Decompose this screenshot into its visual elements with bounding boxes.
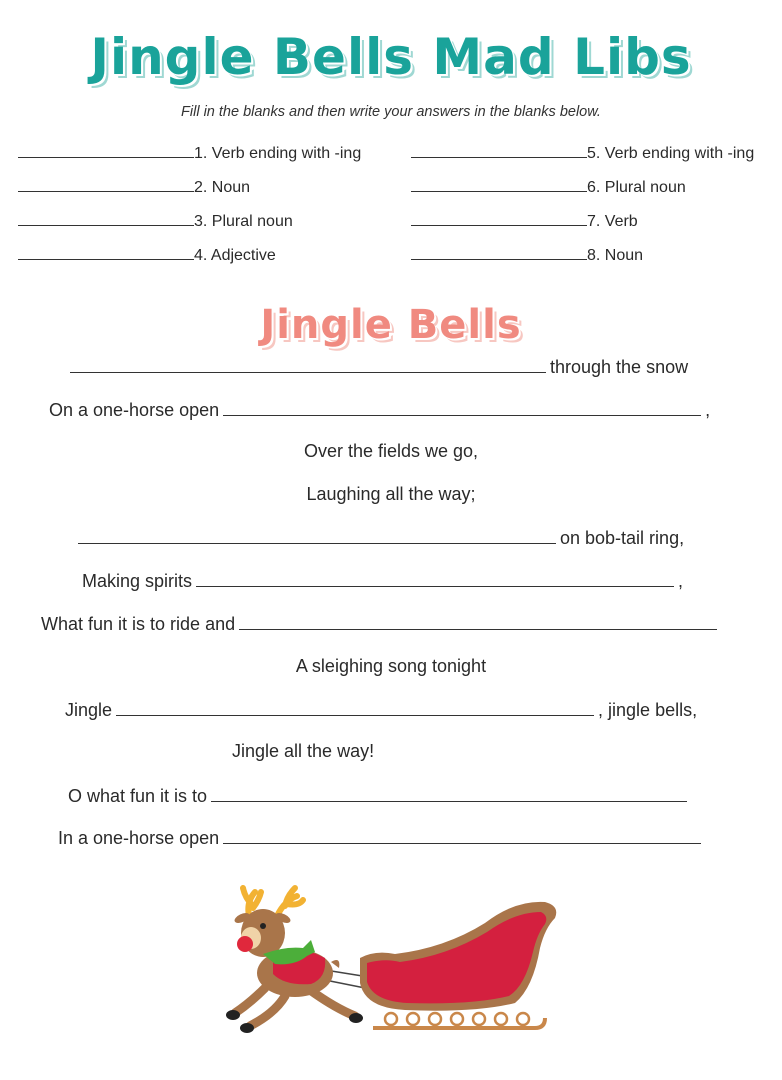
blank-label: 3. Plural noun <box>194 213 293 230</box>
line-text: In a one-horse open <box>58 828 220 848</box>
answer-line[interactable] <box>18 143 194 158</box>
song-line-9 <box>65 699 697 721</box>
reindeer-sleigh-illustration <box>215 878 560 1038</box>
line-text: What fun it is to ride and <box>41 614 236 634</box>
song-line-6 <box>82 570 683 592</box>
reindeer <box>226 888 363 1033</box>
song-line-1 <box>70 356 688 378</box>
sleigh-body <box>360 902 556 1011</box>
page-title: Jingle Bells Mad Libs <box>90 28 692 86</box>
blank-1[interactable] <box>18 143 361 163</box>
blank-8[interactable] <box>411 245 643 265</box>
fill-blank[interactable] <box>211 785 687 802</box>
line-text: through the snow <box>550 357 689 377</box>
fill-blank[interactable] <box>223 399 701 416</box>
blank-label: 8. Noun <box>587 247 644 264</box>
fill-blank[interactable] <box>116 699 594 716</box>
fill-blank[interactable] <box>70 356 546 373</box>
blank-2[interactable] <box>18 177 250 197</box>
answer-line[interactable] <box>18 245 194 260</box>
line-text: , <box>705 400 711 420</box>
fill-blank[interactable] <box>239 613 717 630</box>
blank-7[interactable] <box>411 211 638 231</box>
line-text: Making spirits <box>82 571 193 591</box>
song-line-12 <box>58 827 705 849</box>
blank-label: 1. Verb ending with -ing <box>194 145 362 162</box>
song-line-7 <box>41 613 721 635</box>
song-line-4: Laughing all the way; <box>306 484 476 504</box>
song-line-11 <box>68 785 691 807</box>
song-line-10: Jingle all the way! <box>232 741 375 761</box>
blank-5[interactable] <box>411 143 754 163</box>
song-title: Jingle Bells <box>260 302 522 348</box>
answer-line[interactable] <box>411 211 587 226</box>
song-line-2 <box>49 399 710 421</box>
blank-6[interactable] <box>411 177 686 197</box>
blank-4[interactable] <box>18 245 276 265</box>
line-text: On a one-horse open <box>49 400 220 420</box>
instructions: Fill in the blanks and then write your answers in the blanks below. <box>181 104 601 120</box>
fill-blank[interactable] <box>78 527 556 544</box>
blank-label: 5. Verb ending with -ing <box>587 145 755 162</box>
line-text: on bob-tail ring, <box>560 528 685 548</box>
line-text: , jingle bells, <box>598 700 698 720</box>
answer-line[interactable] <box>411 143 587 158</box>
fill-blank[interactable] <box>223 827 701 844</box>
blank-label: 6. Plural noun <box>587 179 686 196</box>
song-line-5 <box>78 527 684 549</box>
sleigh-runner <box>373 1013 545 1028</box>
fill-blank[interactable] <box>196 570 674 587</box>
song-line-8: A sleighing song tonight <box>295 656 487 676</box>
blank-3[interactable] <box>18 211 293 231</box>
blank-label: 4. Adjective <box>194 247 276 264</box>
answer-line[interactable] <box>18 211 194 226</box>
line-text: Jingle <box>65 700 113 720</box>
answer-line[interactable] <box>411 177 587 192</box>
line-text: O what fun it is to <box>68 786 208 806</box>
answer-line[interactable] <box>18 177 194 192</box>
blank-label: 7. Verb <box>587 213 638 230</box>
line-text: , <box>678 571 684 591</box>
song-line-3: Over the fields we go, <box>303 441 479 461</box>
answer-line[interactable] <box>411 245 587 260</box>
blank-label: 2. Noun <box>194 179 251 196</box>
